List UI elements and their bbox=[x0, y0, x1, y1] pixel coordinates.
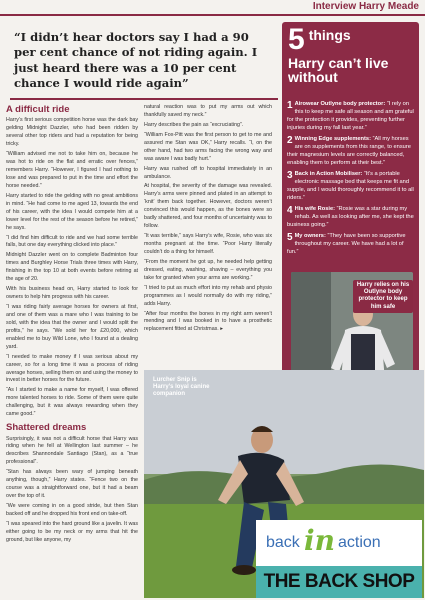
paragraph: At hospital, the severity of the damage was revealed. Harry’s arms were pinned and plated in an attempt to ‘knit’ them back together. However, doctors weren’t convinced this would happen, as the bones were so badly shattered, and four months of uncertainty was to follow. bbox=[144, 183, 272, 230]
paragraph: Surprisingly, it was not a difficult horse that Harry was riding when he fell at Wellington last summer – he describes Shannondale Santiago (Stan), as a “true professional”. bbox=[6, 435, 138, 466]
paragraph: “William Fox-Pitt was the first person to get to me and assured me Stan was OK,” Harry recalls. “I, on the other hand, had two arms facing the wrong way and was aware I was badly hurt.” bbox=[144, 131, 272, 162]
back-in-action-ad[interactable] bbox=[256, 520, 422, 598]
paragraph: “Stan has always been wary of jumping beneath anything, though,” Harry states. “Fence two on the course was a straightforward one, but it had a beam over the top of it. bbox=[6, 469, 138, 500]
list-item bbox=[287, 171, 415, 203]
item-name: My owners: bbox=[294, 232, 326, 239]
paragraph: “William advised me not to take him on, because he was hot to ride on the flat and erratic over fences,” remembers Harry. “However, I figured I had nothing to lose and was prepared to put in the time and effort the horse needed.” bbox=[6, 151, 138, 189]
paragraph: Harry was rushed off to hospital immediately in an ambulance. bbox=[144, 165, 272, 180]
item-text: “They have been so supportive throughout my career. We have had a lot of fun.” bbox=[287, 232, 406, 255]
item-text: “All my horses are on supplements from this range, to ensure their magnesium levels are correctly balanced, enabling them to perform at their best.” bbox=[287, 135, 411, 166]
paragraph: natural reaction was to put my arms out which thankfully saved my neck.” bbox=[144, 104, 272, 118]
paragraph: With his business head on, Harry started to look for owners to help him progress with his career. bbox=[6, 286, 138, 301]
paragraph: Midnight Dazzler went on to complete Badminton four times and Burghley Horse Trials three times with Harry, finishing in the top 10 at both events before retiring at the age of 20. bbox=[6, 252, 138, 283]
ad-word-back: back bbox=[266, 534, 300, 551]
item-text: “Rosie was a star during my rehab. As well as looking after me, she kept the business going.” bbox=[287, 205, 414, 228]
paragraph: “From the moment he got up, he needed help getting dressed, eating, washing, shaving – everything you take for granted when your arms are working.” bbox=[144, 258, 272, 281]
sidebar-list bbox=[287, 101, 415, 260]
section-title: Interview Harry Meade bbox=[312, 1, 419, 12]
header-rule bbox=[0, 14, 425, 16]
quote-rule bbox=[10, 98, 278, 100]
heading-difficult-ride: A difficult ride bbox=[6, 104, 70, 115]
list-item bbox=[287, 206, 415, 230]
item-number: 1 bbox=[287, 100, 293, 111]
page-header bbox=[0, 0, 425, 14]
paragraph: “I was riding fairly average horses for owners at first, and one of them was a mare who I was training to be sold, with the idea that the owner and I would split the profits,” he says. “We sold her for £20,000, which enabled me to buy Wild Lone, who I found at a dealing yard. bbox=[6, 304, 138, 350]
item-name: Back in Action Mobiliser: bbox=[294, 170, 363, 177]
paragraph: “It was terrible,” says Harry’s wife, Rosie, who was six months pregnant at the time. “Poor Harry literally couldn’t do a thing for himself. bbox=[144, 233, 272, 255]
list-item bbox=[287, 101, 415, 133]
sidebar-number: 5 bbox=[288, 23, 305, 56]
middle-column bbox=[144, 104, 272, 336]
sidebar-title-line2: Harry can’t live without bbox=[288, 54, 389, 85]
left-column bbox=[6, 104, 138, 547]
paragraph: “As I started to make a name for myself, I was offered more talented horses to ride. Some of them were quite challenging, but it was always rewarding when they came good.” bbox=[6, 387, 138, 418]
paragraph: “I did find him difficult to ride and we had some terrible falls, but one day everything clicked into place.” bbox=[6, 234, 138, 249]
paragraph: Harry describes the pain as “excruciating”. bbox=[144, 121, 244, 128]
paragraph: “I was speared into the hard ground like a javelin. It was either going to be my neck or my arms that hit the ground, but like anyone, my bbox=[6, 520, 138, 543]
item-name: His wife Rosie: bbox=[294, 205, 336, 212]
paragraph: “We were coming in on a good stride, but then Stan backed off and he dropped his front end on take-off. bbox=[6, 503, 138, 517]
list-item bbox=[287, 233, 415, 257]
paragraph: “After four months the bones in my right arm weren’t mending and I was booked in to have a prosthetic replacement fitted at Christmas. ▸ bbox=[144, 310, 272, 333]
sidebar-title bbox=[288, 23, 416, 85]
item-number: 2 bbox=[287, 134, 293, 146]
heading-shattered-dreams: Shattered dreams bbox=[6, 422, 87, 434]
sidebar-title-line1: things bbox=[308, 27, 351, 43]
paragraph: “I tried to put as much effort into my rehab and physio programmes as I would normally do with my riding,” adds Harry. bbox=[144, 284, 272, 307]
item-text: “I rely on this to keep me safe all season and am grateful for the protection it provides, preventing further injuries during my fall last year.” bbox=[287, 101, 414, 131]
paragraph: Harry’s first serious competition horse was the dark bay gelding Midnight Dazzler, who had been ridden by several other top riders and had a reputation for being tricky. bbox=[6, 117, 138, 148]
ad-word-in: in bbox=[304, 524, 335, 557]
paragraph: “I needed to make money if I was serious about my career, so for a long time it was a process of riding average horses, selling them on and using the money to invest in better horses for the future. bbox=[6, 353, 138, 384]
item-name: Airowear Outlyne body protector: bbox=[294, 101, 386, 107]
dog-photo-caption: Lurcher Snip is Harry’s loyal canine companion bbox=[153, 377, 210, 398]
item-number: 3 bbox=[287, 169, 293, 181]
ad-logo bbox=[256, 520, 422, 566]
item-name: Winning Edge supplements: bbox=[294, 135, 371, 142]
sidebar-photo-caption: Harry relies on his Outlyne body protector to keep him safe bbox=[353, 280, 413, 313]
ad-word-action: action bbox=[338, 534, 381, 551]
item-text: “It’s a portable electronic massage bed that keeps me fit and supple, and I would thoroughly recommend it to all riders.” bbox=[287, 170, 414, 201]
ad-shop-name: THE BACK SHOP bbox=[256, 566, 422, 598]
item-number: 4 bbox=[287, 204, 293, 216]
pull-quote: “I didn’t hear doctors say I had a 90 per cent chance of not riding again. I just heard there was a 10 per cent chance I would ride again” bbox=[14, 30, 258, 90]
item-number: 5 bbox=[287, 231, 293, 243]
list-item bbox=[287, 136, 415, 168]
paragraph: Harry started to ride the gelding with no great ambitions in mind. “He had come to me aged 13, towards the end of his career, with the idea I would compete him at a lower level for the rest of the season before he retired,” he says. bbox=[6, 192, 138, 231]
